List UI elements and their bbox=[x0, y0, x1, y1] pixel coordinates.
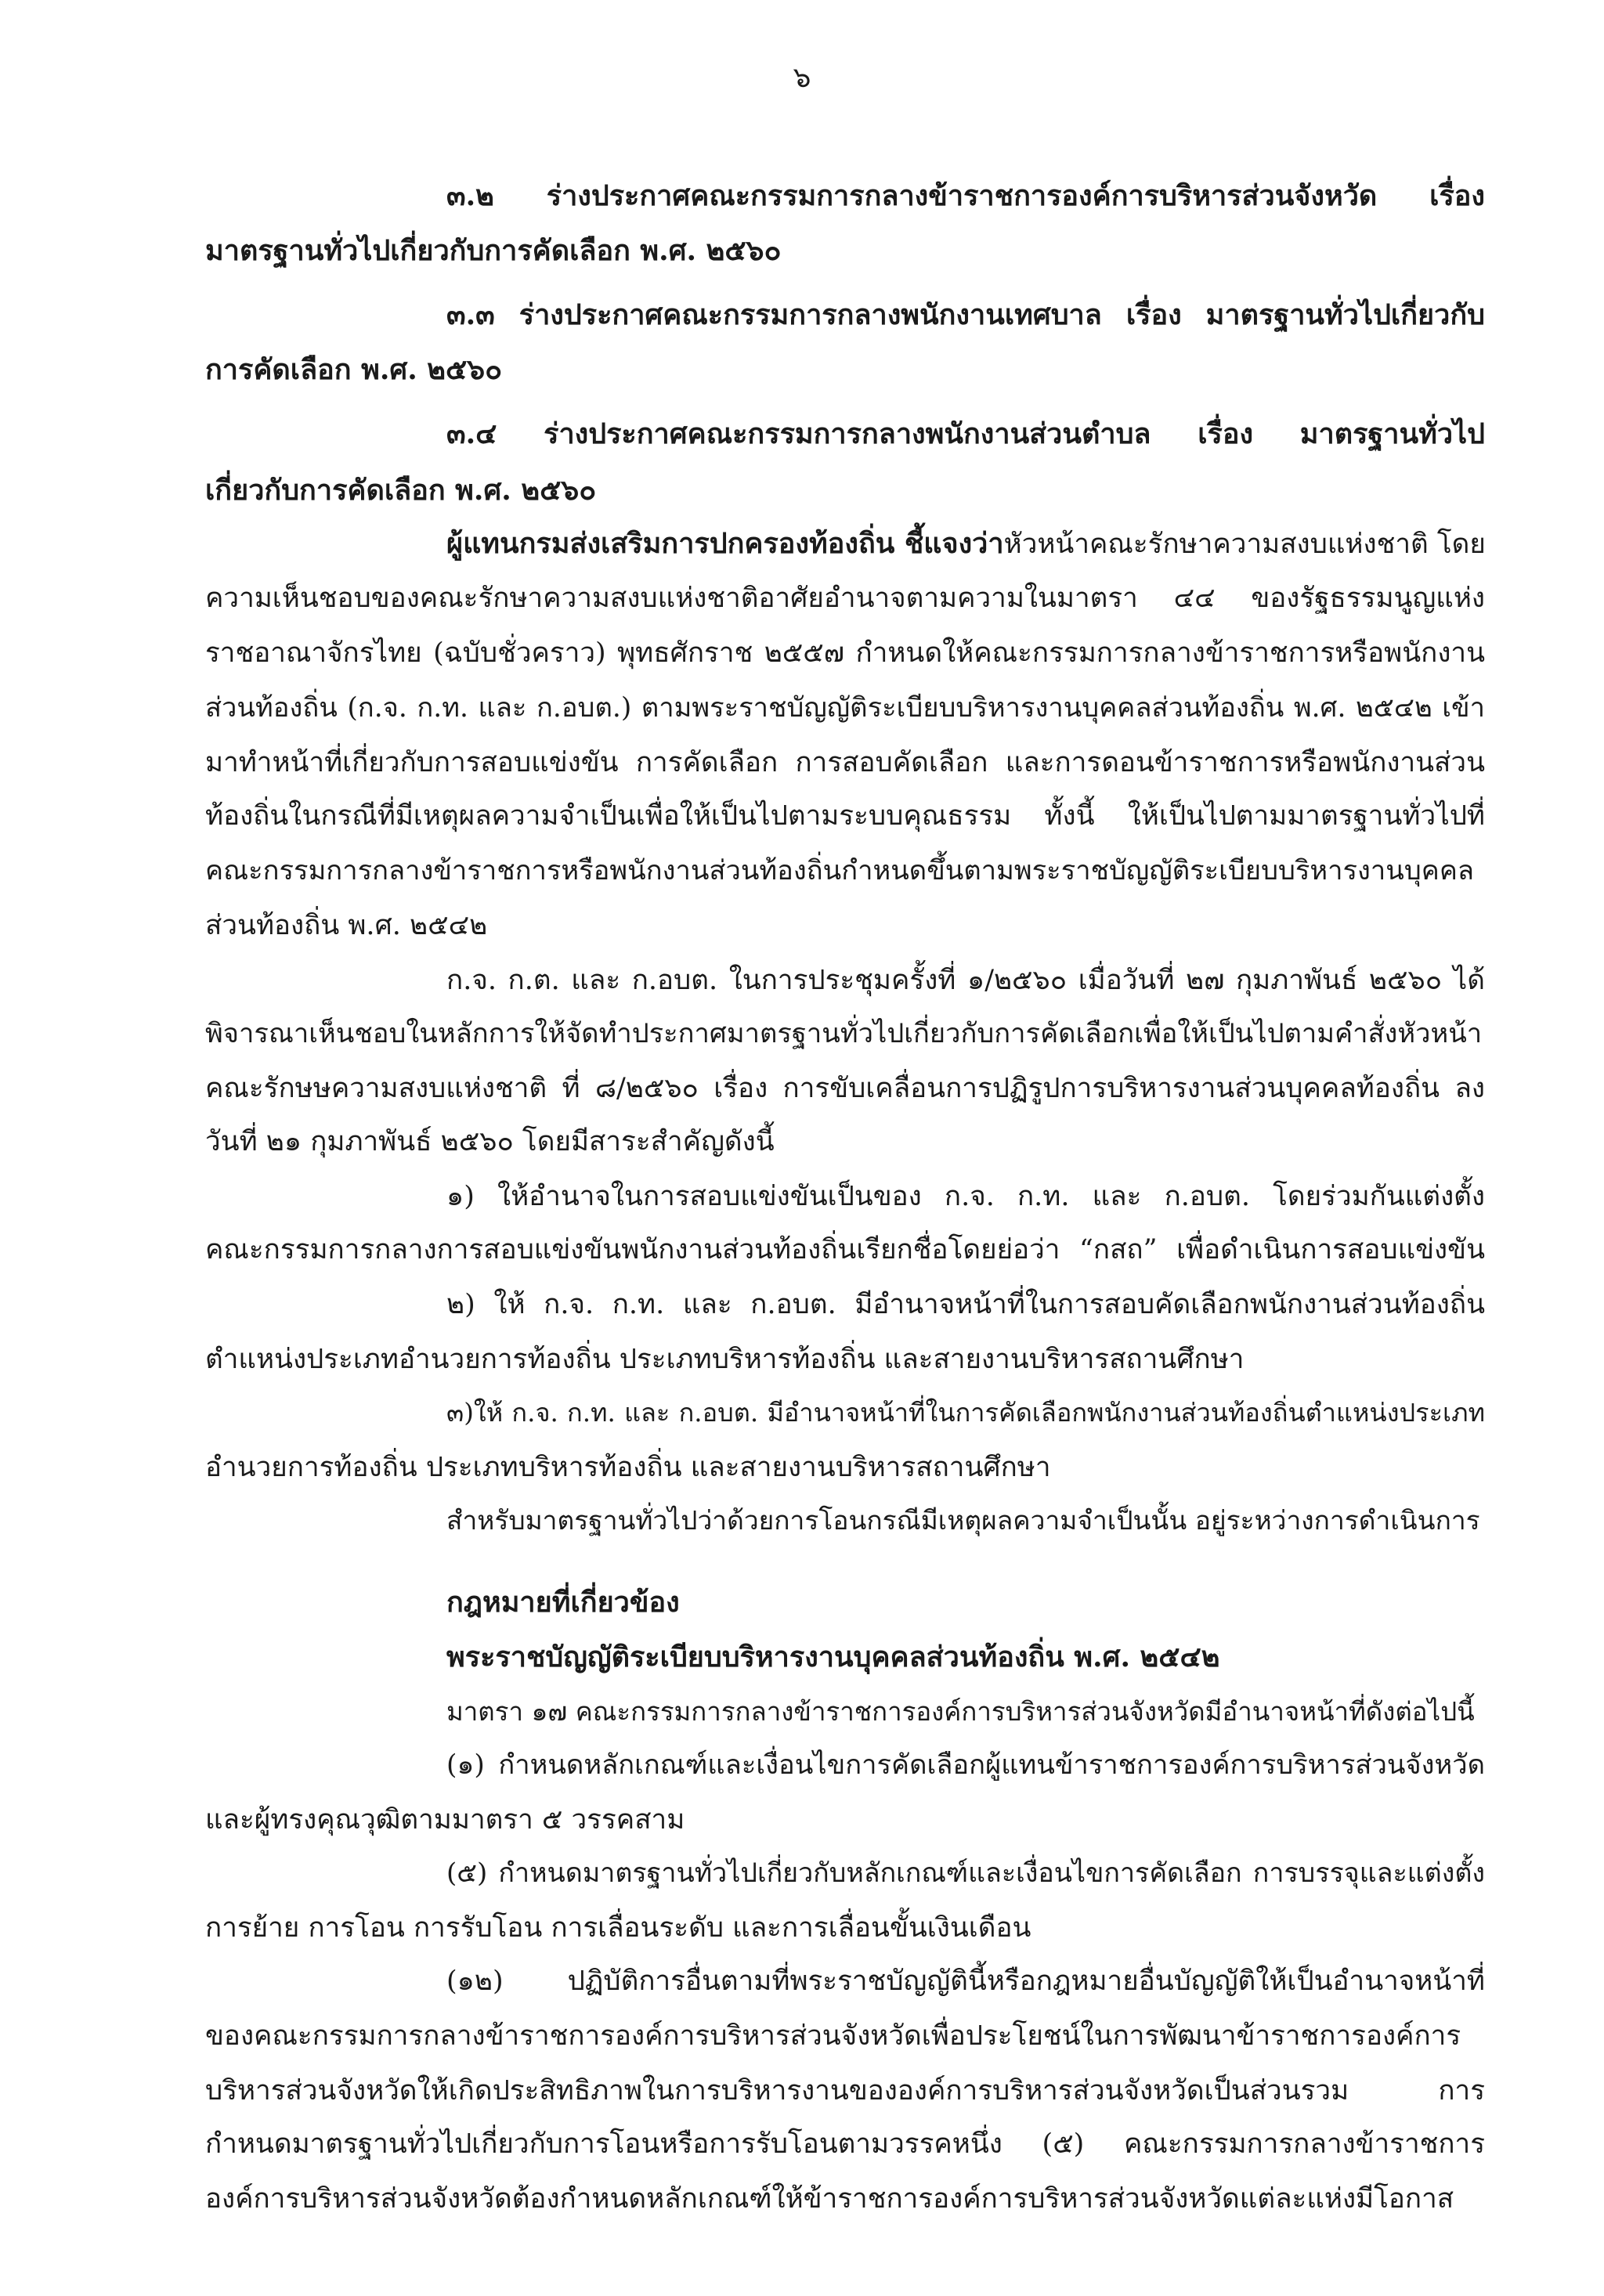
paragraph-line: วันที่ ๒๑ กุมภาพันธ์ ๒๕๖๐ โดยมีสาระสำคัญดังนี้ bbox=[205, 1126, 775, 1157]
list-item: ตำแหน่งประเภทอำนวยการท้องถิ่น ประเภทบริหารท้องถิ่น และสายงานบริหารสถานศึกษา bbox=[205, 1344, 1245, 1375]
section-heading-law: กฎหมายที่เกี่ยวข้อง bbox=[446, 1586, 680, 1619]
heading-3-4: ๓.๔ ร่างประกาศคณะกรรมการกลางพนักงานส่วนตำบล เรื่อง มาตรฐานทั่วไป bbox=[446, 417, 1485, 450]
paragraph-line: คณะกรรมการกลางข้าราชการหรือพนักงานส่วนท้องถิ่นกำหนดขึ้นตามพระราชบัญญัติระเบียบบริหารงานบุคคล bbox=[205, 855, 1475, 886]
heading-3-3-cont: การคัดเลือก พ.ศ. ๒๕๖๐ bbox=[205, 353, 503, 386]
list-item: ๒) ให้ ก.จ. ก.ท. และ ก.อบต. มีอำนาจหน้าที่ในการสอบคัดเลือกพนักงานส่วนท้องถิ่น bbox=[446, 1289, 1485, 1320]
paragraph-line: สำหรับมาตรฐานทั่วไปว่าด้วยการโอนกรณีมีเหตุผลความจำเป็นนั้น อยู่ระหว่างการดำเนินการ bbox=[446, 1505, 1480, 1536]
list-item: ๑) ให้อำนาจในการสอบแข่งขันเป็นของ ก.จ. ก.ท. และ ก.อบต. โดยร่วมกันแต่งตั้ง bbox=[446, 1181, 1485, 1212]
paragraph-line: ราชอาณาจักรไทย (ฉบับชั่วคราว) พุทธศักราช ๒๕๕๗ กำหนดให้คณะกรรมการกลางข้าราชการหรือพนักงาน bbox=[205, 637, 1485, 669]
paragraph-line: ความเห็นชอบของคณะรักษาความสงบแห่งชาติอาศัยอำนาจตามความในมาตรา ๔๔ ของรัฐธรรมนูญแห่ง bbox=[205, 583, 1485, 614]
clause-line: บริหารส่วนจังหวัดให้เกิดประสิทธิภาพในการบริหารงานขององค์การบริหารส่วนจังหวัดเป็นส่วนรวม การ bbox=[205, 2075, 1485, 2106]
heading-3-3: ๓.๓ ร่างประกาศคณะกรรมการกลางพนักงานเทศบาล เรื่อง มาตรฐานทั่วไปเกี่ยวกับ bbox=[446, 298, 1485, 331]
speaker-label: ผู้แทนกรมส่งเสริมการปกครองท้องถิ่น ชี้แจงว่า bbox=[446, 527, 1004, 560]
paragraph-line: ท้องถิ่นในกรณีที่มีเหตุผลความจำเป็นเพื่อให้เป็นไปตามระบบคุณธรรม ทั้งนี้ ให้เป็นไปตามมาตรฐานทั่วไปที่ bbox=[205, 800, 1485, 832]
paragraph-line bbox=[446, 515, 1485, 572]
heading-3-2: ๓.๒ ร่างประกาศคณะกรรมการกลางข้าราชการองค์การบริหารส่วนจังหวัด เรื่อง bbox=[446, 179, 1485, 212]
paragraph-text: หัวหน้าคณะรักษาความสงบแห่งชาติ โดย bbox=[1003, 529, 1486, 560]
heading-3-2-cont: มาตรฐานทั่วไปเกี่ยวกับการคัดเลือก พ.ศ. ๒๕๖๐ bbox=[205, 234, 782, 267]
clause-line: การย้าย การโอน การรับโอน การเลื่อนระดับ และการเลื่อนขั้นเงินเดือน bbox=[205, 1912, 1031, 1944]
clause-line: องค์การบริหารส่วนจังหวัดต้องกำหนดหลักเกณฑ์ให้ข้าราชการองค์การบริหารส่วนจังหวัดแต่ละแห่งมีโอกาส bbox=[205, 2183, 1454, 2215]
page-number: ๖ bbox=[793, 62, 811, 94]
paragraph-line: คณะรักษษความสงบแห่งชาติ ที่ ๘/๒๕๖๐ เรื่อง การขับเคลื่อนการปฏิรูปการบริหารงานส่วนบุคคลท้องถิ่น ลง bbox=[205, 1073, 1485, 1104]
section-17: มาตรา ๑๗ คณะกรรมการกลางข้าราชการองค์การบริหารส่วนจังหวัดมีอำนาจหน้าที่ดังต่อไปนี้ bbox=[446, 1696, 1475, 1727]
list-item: คณะกรรมการกลางการสอบแข่งขันพนักงานส่วนท้องถิ่นเรียกชื่อโดยย่อว่า “กสถ” เพื่อดำเนินการสอบแข่งขัน bbox=[205, 1234, 1485, 1265]
paragraph-line: ส่วนท้องถิ่น (ก.จ. ก.ท. และ ก.อบต.) ตามพระราชบัญญัติระเบียบบริหารงานบุคคลส่วนท้องถิ่น พ.ศ. ๒๕๔๒ เข้า bbox=[205, 692, 1485, 724]
paragraph-line: ส่วนท้องถิ่น พ.ศ. ๒๕๔๒ bbox=[205, 910, 488, 941]
list-item: ๓)ให้ ก.จ. ก.ท. และ ก.อบต. มีอำนาจหน้าที่ในการคัดเลือกพนักงานส่วนท้องถิ่นตำแหน่งประเภท bbox=[446, 1398, 1485, 1428]
clause-line: ของคณะกรรมการกลางข้าราชการองค์การบริหารส่วนจังหวัดเพื่อประโยชน์ในการพัฒนาข้าราชการองค์การ bbox=[205, 2020, 1461, 2052]
clause-line: กำหนดมาตรฐานทั่วไปเกี่ยวกับการโอนหรือการรับโอนตามวรรคหนึ่ง (๕) คณะกรรมการกลางข้าราชการ bbox=[205, 2128, 1485, 2160]
paragraph-line: มาทำหน้าที่เกี่ยวกับการสอบแข่งขัน การคัดเลือก การสอบคัดเลือก และการดอนข้าราชการหรือพนักงานส่วน bbox=[205, 747, 1485, 778]
heading-3-4-cont: เกี่ยวกับการคัดเลือก พ.ศ. ๒๕๖๐ bbox=[205, 474, 597, 507]
paragraph-line: พิจารณาเห็นชอบในหลักการให้จัดทำประกาศมาตรฐานทั่วไปเกี่ยวกับการคัดเลือกเพื่อให้เป็นไปตามคำสั่งหัวหน้า bbox=[205, 1018, 1483, 1049]
clause-line: และผู้ทรงคุณวุฒิตามมาตรา ๕ วรรคสาม bbox=[205, 1804, 685, 1836]
clause-line: (๑) กำหนดหลักเกณฑ์และเงื่อนไขการคัดเลือกผู้แทนข้าราชการองค์การบริหารส่วนจังหวัด bbox=[446, 1749, 1485, 1781]
list-item: อำนวยการท้องถิ่น ประเภทบริหารท้องถิ่น และสายงานบริหารสถานศึกษา bbox=[205, 1452, 1051, 1483]
clause-line: (๑๒) ปฏิบัติการอื่นตามที่พระราชบัญญัตินี้หรือกฎหมายอื่นบัญญัติให้เป็นอำนาจหน้าที่ bbox=[446, 1966, 1485, 1997]
clause-line: (๕) กำหนดมาตรฐานทั่วไปเกี่ยวกับหลักเกณฑ์และเงื่อนไขการคัดเลือก การบรรจุและแต่งตั้ง bbox=[446, 1857, 1485, 1889]
act-title: พระราชบัญญัติระเบียบบริหารงานบุคคลส่วนท้องถิ่น พ.ศ. ๒๕๔๒ bbox=[446, 1641, 1220, 1673]
paragraph-line: ก.จ. ก.ต. และ ก.อบต. ในการประชุมครั้งที่ ๑/๒๕๖๐ เมื่อวันที่ ๒๗ กุมภาพันธ์ ๒๕๖๐ ได้ bbox=[446, 965, 1485, 996]
